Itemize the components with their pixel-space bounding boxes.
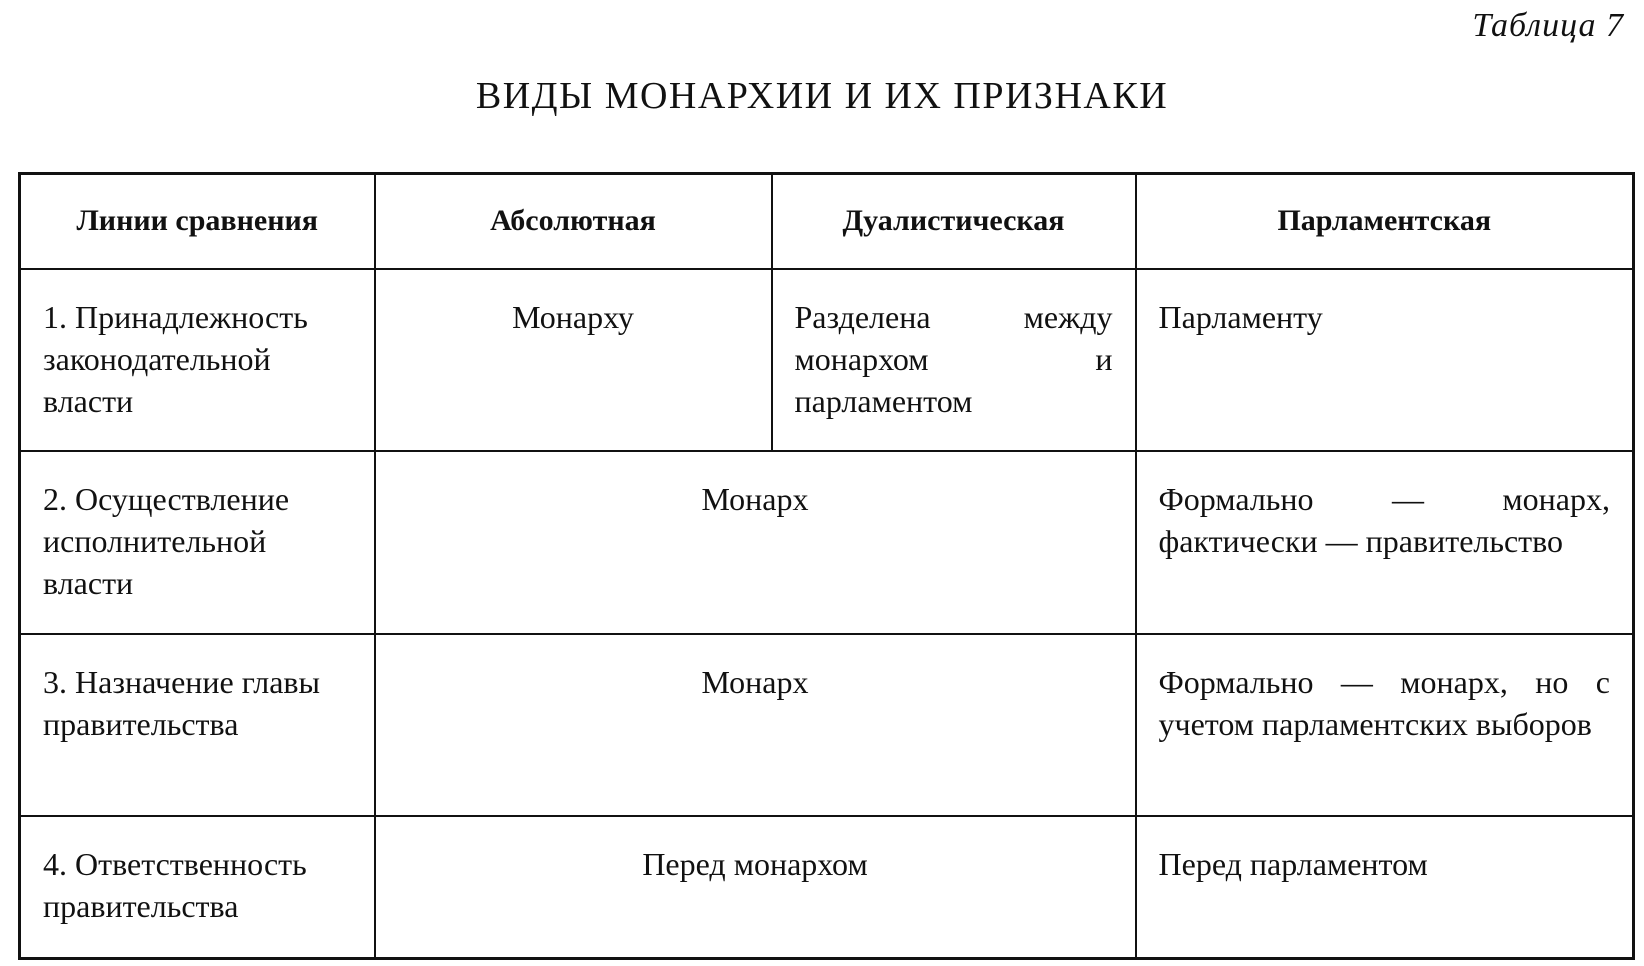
table-row xyxy=(20,634,1634,816)
header-criteria: Линии сравнения xyxy=(20,174,375,269)
cell-parliamentary: Перед парламентом xyxy=(1136,816,1634,959)
row-criterion: 4. Ответственность правительства xyxy=(20,816,375,959)
cell-absolute-dualistic: Перед монархом xyxy=(375,816,1136,959)
cell-parliamentary: Парламенту xyxy=(1136,269,1634,451)
cell-absolute-dualistic: Монарх xyxy=(375,634,1136,816)
cell-parliamentary: Формально — монарх, но с учетом парламентских выборов xyxy=(1136,634,1634,816)
row-criterion: 2. Осуществление исполнительной власти xyxy=(20,451,375,634)
table-row xyxy=(20,269,1634,451)
row-criterion: 3. Назначение главы правительства xyxy=(20,634,375,816)
cell-absolute-dualistic: Монарх xyxy=(375,451,1136,634)
comparison-table xyxy=(18,172,1635,960)
header-parliamentary: Парламентская xyxy=(1136,174,1634,269)
header-absolute: Абсолютная xyxy=(375,174,772,269)
table-header-row xyxy=(20,174,1634,269)
row-criterion: 1. Принадлежность законодательной власти xyxy=(20,269,375,451)
cell-absolute: Монарху xyxy=(375,269,772,451)
cell-parliamentary: Формально — монарх, фактически — правительство xyxy=(1136,451,1634,634)
cell-dualistic: Разделена между монархом и парламентом xyxy=(772,269,1136,451)
table-row xyxy=(20,816,1634,959)
page-title: ВИДЫ МОНАРХИИ И ИХ ПРИЗНАКИ xyxy=(475,75,1169,117)
table-row xyxy=(20,451,1634,634)
table-number-label: Таблица 7 xyxy=(1472,7,1624,44)
header-dualistic: Дуалистическая xyxy=(772,174,1136,269)
